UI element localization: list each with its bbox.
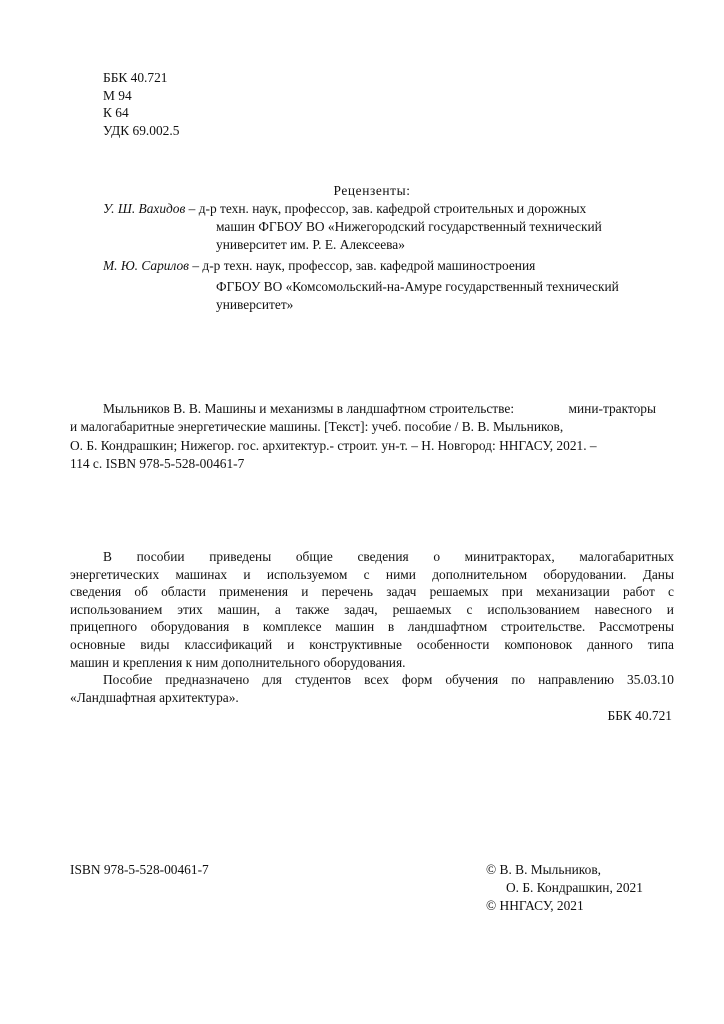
reviewer-1 bbox=[103, 201, 586, 218]
m-code: М 94 bbox=[103, 87, 132, 103]
word: строительстве. bbox=[500, 619, 586, 635]
word: минитракторах, bbox=[464, 549, 555, 564]
word: сведения bbox=[70, 584, 122, 600]
reviewer-2-title-line3: университет» bbox=[216, 297, 294, 312]
word: оборудовании. bbox=[543, 566, 627, 582]
copyright-author-2: О. Б. Кондрашкин, 2021 bbox=[506, 880, 643, 896]
word: и bbox=[243, 566, 251, 582]
reviewer-1-title-line2: машин ФГБОУ ВО «Нижегородский государственный технический bbox=[216, 219, 602, 234]
word: для bbox=[262, 672, 282, 688]
bibliographic-record bbox=[70, 401, 656, 474]
reviewer-2-dash: – bbox=[189, 258, 203, 273]
abstract-p1-line bbox=[70, 584, 674, 602]
abstract-p1-line bbox=[70, 637, 674, 655]
word: энергетических bbox=[70, 566, 160, 582]
word: о bbox=[433, 549, 441, 564]
word: конструктивные bbox=[309, 636, 402, 652]
word: перечень bbox=[321, 584, 374, 600]
word: обучения bbox=[445, 672, 499, 688]
word: оборудования bbox=[150, 619, 230, 635]
biblio-line-4: 114 с. ISBN 978-5-528-00461-7 bbox=[70, 455, 245, 471]
abstract-p1-line bbox=[70, 567, 674, 585]
word: по bbox=[511, 672, 526, 688]
word: машинах bbox=[175, 566, 228, 582]
k-code: К 64 bbox=[103, 105, 129, 121]
word: машин, bbox=[217, 601, 260, 617]
reviewer-1-dash: – bbox=[185, 201, 199, 216]
word: прицепного bbox=[70, 619, 138, 635]
word: и bbox=[287, 636, 295, 652]
word: при bbox=[501, 584, 523, 600]
word: данного bbox=[587, 636, 633, 652]
word: приведены bbox=[209, 549, 272, 564]
word: с bbox=[363, 566, 370, 582]
reviewer-1-affiliation bbox=[216, 219, 676, 255]
biblio-line-2: и малогабаритные энергетические машины. [Текст]: учеб. пособие / В. В. Мыльников, bbox=[70, 419, 564, 435]
biblio-line-1b: мини-тракторы bbox=[568, 401, 656, 416]
reviewer-1-name: У. Ш. Вахидов bbox=[103, 201, 186, 216]
word: всех bbox=[364, 672, 389, 688]
word: Даны bbox=[642, 566, 674, 582]
copyright-block bbox=[486, 862, 643, 917]
biblio-line-3: О. Б. Кондрашкин; Нижегор. гос. архитектур.- строит. ун-т. – Н. Новгород: ННГАСУ, 2021. – bbox=[70, 437, 597, 453]
word: сведения bbox=[357, 549, 409, 564]
word: в bbox=[242, 619, 250, 635]
copyright-author-1: © В. В. Мыльников, bbox=[486, 862, 601, 877]
word: также bbox=[295, 601, 330, 617]
abstract-p1-line bbox=[70, 602, 674, 620]
word: ландшафтном bbox=[407, 619, 488, 635]
reviewer-2 bbox=[103, 258, 535, 275]
word: направлению bbox=[538, 672, 614, 688]
word: форм bbox=[401, 672, 433, 688]
word: типа bbox=[647, 636, 674, 652]
bbk-code: ББК 40.721 bbox=[103, 70, 168, 85]
word: об bbox=[134, 584, 148, 600]
word: задач, bbox=[344, 601, 378, 617]
word: решаемых bbox=[392, 601, 452, 617]
abstract-p1-line bbox=[70, 619, 674, 637]
classification-codes bbox=[103, 70, 179, 140]
biblio-line-1a: Мыльников В. В. Машины и механизмы в ландшафтном строительстве: bbox=[103, 401, 515, 416]
abstract-p1-line bbox=[70, 549, 674, 567]
abstract-p2-line bbox=[70, 672, 674, 690]
word: особенности bbox=[416, 636, 490, 652]
word: использованием bbox=[70, 601, 163, 617]
word: этих bbox=[177, 601, 203, 617]
word: основные bbox=[70, 636, 126, 652]
abstract bbox=[70, 549, 674, 707]
word: в bbox=[387, 619, 395, 635]
copyright-publisher: © ННГАСУ, 2021 bbox=[486, 898, 584, 914]
word: и bbox=[666, 601, 674, 617]
word: применения bbox=[219, 584, 289, 600]
word: В bbox=[103, 549, 112, 564]
word: используемом bbox=[266, 566, 348, 582]
word: предназначено bbox=[165, 672, 250, 688]
biblio-line-1 bbox=[70, 401, 656, 419]
word: а bbox=[274, 601, 281, 617]
word: комплексе bbox=[262, 619, 322, 635]
word: общие bbox=[295, 549, 333, 564]
word: с bbox=[667, 584, 674, 600]
word: использованием bbox=[487, 601, 580, 617]
word: виды bbox=[140, 636, 170, 652]
word: с bbox=[466, 601, 473, 617]
word: машин bbox=[335, 619, 375, 635]
word: области bbox=[161, 584, 206, 600]
word: работ bbox=[622, 584, 655, 600]
word: ними bbox=[385, 566, 416, 582]
abstract-p2-line: «Ландшафтная архитектура». bbox=[70, 689, 239, 705]
bbk-footer-code: ББК 40.721 bbox=[607, 708, 672, 723]
word: и bbox=[301, 584, 309, 600]
reviewer-2-title-line2: ФГБОУ ВО «Комсомольский-на-Амуре государственный технический bbox=[216, 279, 619, 294]
reviewers-heading: Рецензенты: bbox=[333, 183, 411, 198]
word: навесного bbox=[594, 601, 652, 617]
reviewer-1-title-line1: д-р техн. наук, профессор, зав. кафедрой строительных и дорожных bbox=[198, 201, 587, 216]
word: 35.03.10 bbox=[627, 672, 674, 688]
word: Рассмотрены bbox=[598, 619, 674, 635]
word: дополнительном bbox=[432, 566, 528, 582]
abstract-p1-line: машин и крепления к ним дополнительного оборудования. bbox=[70, 654, 406, 670]
reviewer-1-title-line3: университет им. Р. Е. Алексеева» bbox=[216, 237, 405, 252]
word: пособии bbox=[136, 549, 185, 564]
word: задач bbox=[386, 584, 417, 600]
word: студентов bbox=[294, 672, 352, 688]
word: классификаций bbox=[184, 636, 273, 652]
word: механизации bbox=[536, 584, 610, 600]
word: Пособие bbox=[103, 672, 153, 688]
reviewer-2-name: М. Ю. Сарилов bbox=[103, 258, 189, 273]
word: решаемых bbox=[429, 584, 489, 600]
udk-code: УДК 69.002.5 bbox=[103, 122, 180, 138]
word: компоновок bbox=[504, 636, 573, 652]
isbn: ISBN 978-5-528-00461-7 bbox=[70, 862, 209, 877]
reviewer-2-affiliation bbox=[216, 279, 676, 315]
word: малогабаритных bbox=[579, 549, 674, 564]
reviewer-2-title-line1: д-р техн. наук, профессор, зав. кафедрой машиностроения bbox=[202, 258, 536, 273]
